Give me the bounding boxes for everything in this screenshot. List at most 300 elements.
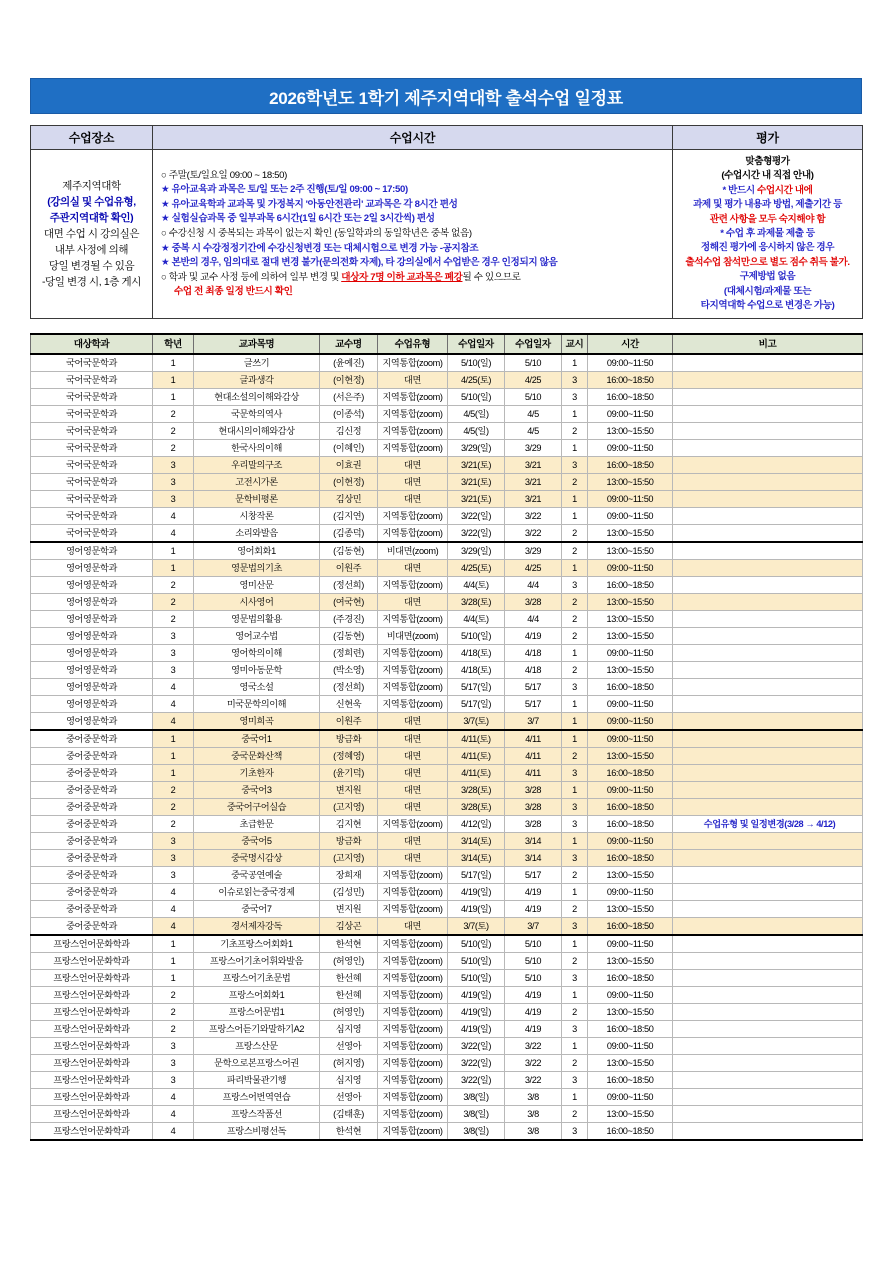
cell-date-secondary: 3/28	[505, 799, 562, 816]
info-header-eval: 평가	[673, 126, 863, 150]
cell-period: 1	[562, 884, 588, 901]
cell-class-type: 대면	[378, 474, 448, 491]
cell-class-type: 대면	[378, 457, 448, 474]
cell-course: 문학비평론	[194, 491, 320, 508]
cell-date-primary: 3/22(일)	[448, 1038, 505, 1055]
table-row	[31, 594, 863, 611]
cell-professor: (허영인)	[320, 953, 378, 970]
cell-date-secondary: 3/21	[505, 491, 562, 508]
cell-course: 영문법의기초	[194, 560, 320, 577]
schedule-col-header: 시간	[588, 334, 673, 354]
cell-period: 3	[562, 816, 588, 833]
cell-date-secondary: 4/18	[505, 662, 562, 679]
info-place-line: 주관지역대학 확인)	[49, 212, 134, 225]
cell-course: 프랑스어번역연습	[194, 1089, 320, 1106]
cell-course: 미국문학의이해	[194, 696, 320, 713]
cell-department: 프랑스언어문화학과	[31, 1004, 153, 1021]
cell-period: 3	[562, 1072, 588, 1089]
cell-period: 2	[562, 474, 588, 491]
cell-date-secondary: 4/25	[505, 560, 562, 577]
cell-date-primary: 4/5(일)	[448, 423, 505, 440]
cell-note	[673, 884, 863, 901]
cell-date-primary: 3/14(토)	[448, 833, 505, 850]
cell-time: 09:00~11:50	[588, 935, 673, 953]
cell-date-primary: 5/17(일)	[448, 867, 505, 884]
cell-course: 중국어3	[194, 782, 320, 799]
cell-period: 2	[562, 748, 588, 765]
cell-professor: (이혜인)	[320, 440, 378, 457]
cell-date-primary: 3/22(일)	[448, 525, 505, 543]
cell-date-primary: 3/8(일)	[448, 1106, 505, 1123]
cell-note: 수업유형 및 일정변경(3/28 → 4/12)	[673, 816, 863, 833]
cell-course: 초급한문	[194, 816, 320, 833]
cell-date-secondary: 5/17	[505, 696, 562, 713]
cell-year: 2	[153, 1004, 194, 1021]
cell-date-primary: 5/17(일)	[448, 679, 505, 696]
cell-course: 영미산문	[194, 577, 320, 594]
cell-year: 4	[153, 918, 194, 936]
info-header-place: 수업장소	[31, 126, 153, 150]
table-row	[31, 970, 863, 987]
cell-course: 영미아동문학	[194, 662, 320, 679]
cell-time: 09:00~11:50	[588, 696, 673, 713]
cell-period: 2	[562, 1106, 588, 1123]
cell-date-secondary: 3/7	[505, 918, 562, 936]
cell-course: 중국어7	[194, 901, 320, 918]
cell-year: 3	[153, 491, 194, 508]
cell-time: 13:00~15:50	[588, 594, 673, 611]
schedule-header-row	[31, 334, 863, 354]
cell-note	[673, 1021, 863, 1038]
cell-date-primary: 4/19(일)	[448, 901, 505, 918]
table-row	[31, 354, 863, 372]
cell-year: 1	[153, 953, 194, 970]
cell-course: 중국어5	[194, 833, 320, 850]
cell-time: 09:00~11:50	[588, 354, 673, 372]
cell-class-type: 대면	[378, 730, 448, 748]
schedule-col-header: 수업유형	[378, 334, 448, 354]
cell-department: 영어영문학과	[31, 594, 153, 611]
cell-period: 1	[562, 1038, 588, 1055]
cell-note	[673, 354, 863, 372]
cell-professor: (정선희)	[320, 577, 378, 594]
cell-department: 프랑스언어문화학과	[31, 1055, 153, 1072]
cell-date-primary: 4/11(토)	[448, 730, 505, 748]
cell-class-type: 대면	[378, 765, 448, 782]
cell-year: 2	[153, 1021, 194, 1038]
cell-class-type: 지역통합(zoom)	[378, 1106, 448, 1123]
cell-date-secondary: 3/29	[505, 542, 562, 560]
cell-date-secondary: 3/22	[505, 1055, 562, 1072]
cell-year: 4	[153, 901, 194, 918]
cell-note	[673, 850, 863, 867]
cell-department: 중어중문학과	[31, 833, 153, 850]
cell-date-primary: 5/10(일)	[448, 354, 505, 372]
cell-time: 13:00~15:50	[588, 525, 673, 543]
cell-professor: 김상민	[320, 491, 378, 508]
cell-course: 우리말의구조	[194, 457, 320, 474]
cell-department: 국어국문학과	[31, 389, 153, 406]
cell-time: 13:00~15:50	[588, 901, 673, 918]
cell-department: 프랑스언어문화학과	[31, 1089, 153, 1106]
cell-department: 영어영문학과	[31, 662, 153, 679]
cell-time: 16:00~18:50	[588, 918, 673, 936]
cell-class-type: 대면	[378, 594, 448, 611]
cell-professor: 방금화	[320, 833, 378, 850]
info-header-time: 수업시간	[153, 126, 673, 150]
cell-professor: (김동현)	[320, 542, 378, 560]
cell-date-secondary: 3/21	[505, 457, 562, 474]
cell-professor: 김지현	[320, 816, 378, 833]
cell-department: 프랑스언어문화학과	[31, 935, 153, 953]
schedule-col-header: 비고	[673, 334, 863, 354]
cell-professor: (여국현)	[320, 594, 378, 611]
info-eval-line: 과제 및 평가 내용과 방법, 제출기간 등	[693, 199, 842, 211]
cell-date-secondary: 3/8	[505, 1123, 562, 1141]
cell-year: 1	[153, 730, 194, 748]
cell-note	[673, 628, 863, 645]
cell-date-primary: 3/29(일)	[448, 542, 505, 560]
info-table	[30, 125, 863, 319]
cell-period: 3	[562, 457, 588, 474]
cell-period: 2	[562, 901, 588, 918]
cell-date-primary: 4/19(일)	[448, 987, 505, 1004]
cell-professor: (이현정)	[320, 474, 378, 491]
cell-date-secondary: 3/8	[505, 1106, 562, 1123]
info-eval-line: (대체시험/과제물 또는	[723, 285, 812, 297]
cell-date-primary: 4/19(일)	[448, 1021, 505, 1038]
cell-period: 1	[562, 491, 588, 508]
cell-period: 2	[562, 611, 588, 628]
cell-time: 16:00~18:50	[588, 457, 673, 474]
cell-course: 한국사의이해	[194, 440, 320, 457]
table-row	[31, 662, 863, 679]
cell-department: 프랑스언어문화학과	[31, 1106, 153, 1123]
cell-note	[673, 713, 863, 731]
cell-professor: (주경진)	[320, 611, 378, 628]
info-time-line: 수업 전 최종 일정 반드시 확인	[174, 286, 293, 298]
table-row	[31, 850, 863, 867]
cell-date-primary: 3/29(일)	[448, 440, 505, 457]
cell-course: 고전시가론	[194, 474, 320, 491]
cell-note	[673, 491, 863, 508]
cell-note	[673, 406, 863, 423]
cell-year: 1	[153, 970, 194, 987]
info-eval-line: * 수업 후 과제물 제출 등	[720, 228, 815, 240]
cell-professor: 김상곤	[320, 918, 378, 936]
cell-course: 문학으로본프랑스어권	[194, 1055, 320, 1072]
cell-period: 3	[562, 1021, 588, 1038]
schedule-body	[31, 354, 863, 1140]
cell-course: 프랑스어기초어휘와발음	[194, 953, 320, 970]
cell-date-secondary: 3/22	[505, 1038, 562, 1055]
table-row	[31, 953, 863, 970]
cell-note	[673, 987, 863, 1004]
info-time-line: ○ 학과 및 교수 사정 등에 의하여 일부 변경 및 대상자 7명 이하 교과목은 폐강될 수 있으므로	[161, 271, 521, 283]
cell-date-secondary: 4/4	[505, 577, 562, 594]
cell-note	[673, 1038, 863, 1055]
cell-date-primary: 4/19(일)	[448, 884, 505, 901]
cell-department: 영어영문학과	[31, 713, 153, 731]
info-eval-line: 관련 사항을 모두 숙지해야 함	[709, 213, 826, 225]
info-eval-line: 정해진 평가에 응시하지 않은 경우	[700, 242, 835, 254]
cell-course: 현대시의이해와감상	[194, 423, 320, 440]
cell-course: 프랑스비평선독	[194, 1123, 320, 1141]
cell-period: 3	[562, 918, 588, 936]
table-row	[31, 918, 863, 936]
cell-class-type: 지역통합(zoom)	[378, 645, 448, 662]
cell-course: 경서제자강독	[194, 918, 320, 936]
cell-date-secondary: 3/28	[505, 816, 562, 833]
cell-year: 4	[153, 525, 194, 543]
cell-date-secondary: 4/19	[505, 628, 562, 645]
cell-year: 2	[153, 440, 194, 457]
cell-note	[673, 542, 863, 560]
cell-year: 2	[153, 423, 194, 440]
cell-date-secondary: 5/10	[505, 389, 562, 406]
cell-time: 09:00~11:50	[588, 833, 673, 850]
cell-department: 국어국문학과	[31, 372, 153, 389]
cell-time: 09:00~11:50	[588, 884, 673, 901]
cell-date-secondary: 3/22	[505, 525, 562, 543]
cell-professor: 장희재	[320, 867, 378, 884]
cell-class-type: 지역통합(zoom)	[378, 525, 448, 543]
cell-year: 1	[153, 560, 194, 577]
cell-course: 프랑스어기초문법	[194, 970, 320, 987]
info-eval-line: 출석수업 참석만으로 별도 점수 취득 불가.	[685, 256, 850, 268]
cell-professor: 심지영	[320, 1072, 378, 1089]
cell-period: 1	[562, 440, 588, 457]
cell-time: 09:00~11:50	[588, 491, 673, 508]
cell-class-type: 지역통합(zoom)	[378, 611, 448, 628]
cell-professor: (김동현)	[320, 628, 378, 645]
cell-time: 16:00~18:50	[588, 1072, 673, 1089]
cell-time: 09:00~11:50	[588, 440, 673, 457]
cell-year: 2	[153, 406, 194, 423]
cell-date-secondary: 5/10	[505, 935, 562, 953]
cell-date-primary: 3/14(토)	[448, 850, 505, 867]
cell-professor: (김태훈)	[320, 1106, 378, 1123]
cell-note	[673, 525, 863, 543]
cell-date-primary: 4/4(토)	[448, 611, 505, 628]
table-row	[31, 679, 863, 696]
cell-year: 4	[153, 696, 194, 713]
cell-note	[673, 696, 863, 713]
cell-professor: 방금화	[320, 730, 378, 748]
cell-professor: 한석현	[320, 1123, 378, 1141]
schedule-col-header: 학년	[153, 334, 194, 354]
cell-note	[673, 901, 863, 918]
cell-period: 1	[562, 696, 588, 713]
info-header-row	[31, 126, 863, 150]
cell-period: 1	[562, 508, 588, 525]
cell-department: 국어국문학과	[31, 457, 153, 474]
table-row	[31, 1106, 863, 1123]
cell-note	[673, 867, 863, 884]
cell-year: 2	[153, 577, 194, 594]
cell-date-primary: 3/8(일)	[448, 1089, 505, 1106]
schedule-col-header: 교과목명	[194, 334, 320, 354]
cell-date-secondary: 4/5	[505, 423, 562, 440]
cell-class-type: 비대면(zoom)	[378, 542, 448, 560]
cell-date-primary: 3/21(토)	[448, 491, 505, 508]
cell-period: 3	[562, 765, 588, 782]
page-title: 2026학년도 1학기 제주지역대학 출석수업 일정표	[269, 88, 623, 108]
cell-course: 국문학의역사	[194, 406, 320, 423]
table-row	[31, 1055, 863, 1072]
cell-year: 4	[153, 679, 194, 696]
cell-year: 3	[153, 1055, 194, 1072]
cell-time: 13:00~15:50	[588, 867, 673, 884]
cell-time: 09:00~11:50	[588, 406, 673, 423]
table-row	[31, 372, 863, 389]
cell-note	[673, 1106, 863, 1123]
info-place-line: 내부 사정에 의해	[54, 244, 129, 257]
cell-professor: 심지영	[320, 1021, 378, 1038]
cell-department: 영어영문학과	[31, 679, 153, 696]
info-place-line: -당일 변경 시, 1층 게시	[41, 276, 142, 289]
table-row	[31, 713, 863, 731]
schedule-col-header: 수업일자	[448, 334, 505, 354]
cell-period: 1	[562, 833, 588, 850]
cell-period: 3	[562, 577, 588, 594]
page-title-banner	[30, 78, 862, 114]
cell-year: 4	[153, 1106, 194, 1123]
cell-year: 1	[153, 372, 194, 389]
cell-note	[673, 1089, 863, 1106]
cell-department: 중어중문학과	[31, 765, 153, 782]
cell-professor: (정선희)	[320, 679, 378, 696]
cell-course: 중국공연예술	[194, 867, 320, 884]
cell-professor: 선영아	[320, 1038, 378, 1055]
cell-course: 프랑스어듣기와말하기A2	[194, 1021, 320, 1038]
cell-course: 현대소설의이해와감상	[194, 389, 320, 406]
cell-period: 2	[562, 628, 588, 645]
cell-time: 13:00~15:50	[588, 953, 673, 970]
cell-date-secondary: 4/19	[505, 901, 562, 918]
cell-class-type: 지역통합(zoom)	[378, 867, 448, 884]
cell-date-secondary: 3/8	[505, 1089, 562, 1106]
table-row	[31, 389, 863, 406]
cell-period: 2	[562, 953, 588, 970]
cell-period: 2	[562, 1055, 588, 1072]
cell-department: 중어중문학과	[31, 850, 153, 867]
cell-year: 4	[153, 713, 194, 731]
cell-period: 1	[562, 645, 588, 662]
cell-course: 영국소설	[194, 679, 320, 696]
info-eval-line: 맞춤형평가	[745, 156, 790, 167]
cell-period: 1	[562, 1089, 588, 1106]
cell-department: 프랑스언어문화학과	[31, 970, 153, 987]
info-time-line: ★ 중복 시 수강정정기간에 수강신청변경 또는 대체시험으로 변경 가능 -공지참조	[161, 242, 479, 254]
cell-department: 영어영문학과	[31, 611, 153, 628]
info-eval-cell	[673, 150, 863, 319]
cell-time: 16:00~18:50	[588, 372, 673, 389]
cell-year: 2	[153, 816, 194, 833]
cell-department: 중어중문학과	[31, 918, 153, 936]
cell-year: 1	[153, 935, 194, 953]
cell-note	[673, 782, 863, 799]
cell-time: 13:00~15:50	[588, 1106, 673, 1123]
cell-professor: 한선혜	[320, 970, 378, 987]
cell-date-secondary: 3/22	[505, 1072, 562, 1089]
cell-course: 중국어구어실습	[194, 799, 320, 816]
cell-professor: (허영인)	[320, 1004, 378, 1021]
cell-department: 중어중문학과	[31, 867, 153, 884]
table-row	[31, 474, 863, 491]
cell-time: 16:00~18:50	[588, 850, 673, 867]
cell-professor: 선영아	[320, 1089, 378, 1106]
cell-professor: (김지연)	[320, 508, 378, 525]
cell-date-secondary: 5/10	[505, 970, 562, 987]
table-row	[31, 457, 863, 474]
info-time-line: ○ 수강신청 시 중복되는 과목이 없는지 확인 (동일학과의 동일학년은 중복 없음)	[161, 227, 472, 239]
cell-date-secondary: 4/25	[505, 372, 562, 389]
cell-course: 글과생각	[194, 372, 320, 389]
cell-date-primary: 3/28(토)	[448, 594, 505, 611]
cell-class-type: 지역통합(zoom)	[378, 389, 448, 406]
cell-date-secondary: 5/17	[505, 867, 562, 884]
cell-time: 09:00~11:50	[588, 1089, 673, 1106]
cell-department: 중어중문학과	[31, 799, 153, 816]
cell-date-primary: 5/10(일)	[448, 935, 505, 953]
cell-date-secondary: 4/18	[505, 645, 562, 662]
cell-note	[673, 970, 863, 987]
cell-course: 파리박물관기행	[194, 1072, 320, 1089]
cell-professor: (윤기덕)	[320, 765, 378, 782]
cell-period: 2	[562, 662, 588, 679]
table-row	[31, 696, 863, 713]
cell-date-primary: 5/10(일)	[448, 628, 505, 645]
cell-department: 중어중문학과	[31, 782, 153, 799]
cell-date-secondary: 4/5	[505, 406, 562, 423]
cell-date-primary: 4/18(토)	[448, 662, 505, 679]
cell-note	[673, 833, 863, 850]
info-body-row	[31, 150, 863, 319]
cell-period: 1	[562, 406, 588, 423]
info-eval-line: (수업시간 내 직접 안내)	[721, 170, 814, 182]
cell-year: 3	[153, 645, 194, 662]
cell-class-type: 지역통합(zoom)	[378, 953, 448, 970]
cell-class-type: 대면	[378, 850, 448, 867]
cell-period: 3	[562, 389, 588, 406]
cell-date-primary: 3/7(토)	[448, 918, 505, 936]
cell-time: 13:00~15:50	[588, 542, 673, 560]
cell-year: 1	[153, 542, 194, 560]
cell-professor: (고지영)	[320, 850, 378, 867]
cell-period: 2	[562, 423, 588, 440]
info-eval-line: * 반드시 수업시간 내에	[722, 184, 813, 196]
cell-date-secondary: 3/28	[505, 782, 562, 799]
cell-course: 중국문화산책	[194, 748, 320, 765]
table-row	[31, 987, 863, 1004]
info-time-line: ★ 본반의 경우, 임의대로 절대 변경 불가(문의전화 자제), 타 강의실에서 수업받은 경우 인정되지 않음	[161, 257, 558, 269]
cell-time: 09:00~11:50	[588, 987, 673, 1004]
cell-note	[673, 440, 863, 457]
cell-class-type: 지역통합(zoom)	[378, 406, 448, 423]
cell-date-primary: 3/7(토)	[448, 713, 505, 731]
cell-date-primary: 3/8(일)	[448, 1123, 505, 1141]
info-place-line: 대면 수업 시 강의실은	[43, 228, 140, 241]
cell-date-primary: 4/25(토)	[448, 560, 505, 577]
cell-professor: 이원주	[320, 560, 378, 577]
cell-department: 영어영문학과	[31, 542, 153, 560]
cell-year: 3	[153, 662, 194, 679]
cell-note	[673, 474, 863, 491]
cell-period: 1	[562, 730, 588, 748]
cell-professor: (박소영)	[320, 662, 378, 679]
cell-department: 중어중문학과	[31, 748, 153, 765]
